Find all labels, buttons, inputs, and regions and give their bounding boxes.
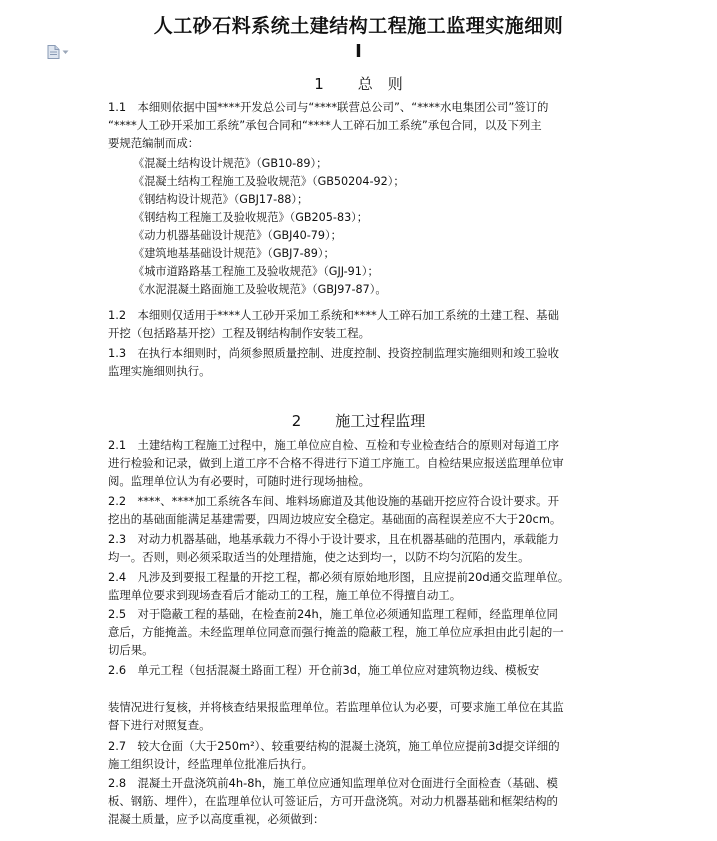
paragraph-2-1 [108, 436, 608, 490]
paragraph-1-3 [108, 344, 608, 380]
text-line: 要规范编制而成： [108, 136, 200, 150]
text-line: 2.3 对动力机器基础，地基承载力不得小于设计要求，且在机器基础的范围内，承载能力 [108, 532, 559, 546]
paragraph-2-6 [108, 661, 608, 679]
paragraph-2-3 [108, 530, 608, 566]
text-line: 2.1 土建结构工程施工过程中，施工单位应自检、互检和专业检查结合的原则对每道工序 [108, 438, 559, 452]
section-title: 总 则 [357, 75, 403, 93]
paragraph-2-2 [108, 492, 608, 528]
text-line: 挖出的基础面能满足基建需要，四周边坡应安全稳定。基础面的高程误差应不大于20cm。 [108, 512, 562, 526]
text-line: 进行检验和记录，做到上道工序不合格不得进行下道工序施工。自检结果应报送监理单位审 [108, 456, 564, 470]
section-heading-1 [0, 73, 717, 94]
reference-item: 《动力机器基础设计规范》（GBJ40-79）； [133, 229, 342, 242]
text-line: 2.2 ****、****加工系统各车间、堆料场廊道及其他设施的基础开挖应符合设计要求。开 [108, 494, 559, 508]
reference-list [133, 155, 405, 299]
text-line: 装情况进行复核，并将核查结果报监理单位。若监理单位认为必要，可要求施工单位在其监 [108, 700, 564, 714]
text-line: 监理实施细则执行。 [108, 364, 211, 378]
reference-item: 《钢结构工程施工及验收规范》（GB205-83）； [133, 211, 368, 224]
text-line: 1.1 本细则依据中国****开发总公司与“****联营总公司”、“****水电集团公司”签订的 [108, 100, 549, 114]
section-number: 1 [314, 75, 324, 93]
document-subtitle: Ⅰ [355, 41, 362, 62]
text-line: 2.4 凡涉及到要报工程量的开挖工程，都必须有原始地形图，且应提前20d通交监理单位。 [108, 570, 570, 584]
text-line: 2.8 混凝土开盘浇筑前4h-8h，施工单位应通知监理单位对仓面进行全面检查（基础、模 [108, 776, 558, 790]
reference-item: 《混凝土结构工程施工及验收规范》（GB50204-92）； [133, 175, 405, 188]
reference-item: 《混凝土结构设计规范》（GB10-89）； [133, 157, 328, 170]
text-line: 1.2 本细则仅适用于****人工砂开采加工系统和****人工碎石加工系统的土建工程、基础 [108, 308, 559, 322]
paragraph-2-5 [108, 605, 608, 659]
text-line: 板、钢筋、埋件），在监理单位认可签证后，方可开盘浇筑。对动力机器基础和框架结构的 [108, 794, 558, 808]
text-line: 监理单位要求到现场查看后才能动工的工程，施工单位不得擅自动工。 [108, 588, 462, 602]
paragraph-2-8 [108, 774, 608, 828]
paragraph-2-4 [108, 568, 608, 604]
text-line: 阅。监理单位认为有必要时，可随时进行现场抽检。 [108, 474, 370, 488]
paragraph-1-2 [108, 306, 608, 342]
paragraph-1-1 [108, 98, 608, 152]
text-line: 意后，方能掩盖。未经监理单位同意而强行掩盖的隐蔽工程，施工单位应承担由此引起的一 [108, 625, 564, 639]
text-line: 混凝土质量，应予以高度重视，必须做到： [108, 812, 325, 826]
text-line: 督下进行对照复查。 [108, 718, 211, 732]
reference-item: 《城市道路路基工程施工及验收规范》（GJJ-91）； [133, 265, 379, 278]
reference-item: 《钢结构设计规范》（GBJ17-88）； [133, 193, 309, 206]
text-line: 开挖（包括路基开挖）工程及钢结构制作安装工程。 [108, 326, 370, 340]
paragraph-2-7 [108, 737, 608, 773]
text-line: 1.3 在执行本细则时，尚须参照质量控制、进度控制、投资控制监理实施细则和竣工验收 [108, 346, 559, 360]
text-line: 施工组织设计，经监理单位批准后执行。 [108, 757, 314, 771]
section-number: 2 [291, 412, 302, 430]
section-title: 施工过程监理 [335, 412, 426, 430]
text-line: 2.7 较大仓面（大于250m²）、较重要结构的混凝土浇筑，施工单位应提前3d提交详细的 [108, 739, 560, 753]
text-line: 切后果。 [108, 643, 154, 657]
document-title: 人工砂石料系统土建结构工程施工监理实施细则 [153, 15, 564, 37]
reference-item: 《建筑地基基础设计规范》（GBJ7-89）； [133, 247, 335, 260]
section-heading-2 [0, 410, 717, 431]
text-line: “****人工砂开采加工系统”承包合同和“****人工碎石加工系统”承包合同，以及下列主 [108, 118, 542, 132]
text-line: 2.6 单元工程（包括混凝土路面工程）开仓前3d，施工单位应对建筑物边线、模板安 [108, 663, 540, 677]
reference-item: 《水泥混凝土路面施工及验收规范》（GBJ97-87）。 [133, 283, 387, 296]
text-line: 均一。否则，则必须采取适当的处理措施，使之达到均一，以防不均匀沉陷的发生。 [108, 550, 530, 564]
text-line: 2.5 对于隐蔽工程的基础，在检查前24h，施工单位必须通知监理工程师，经监理单位同 [108, 607, 558, 621]
paragraph-2-6-continued [108, 698, 608, 734]
